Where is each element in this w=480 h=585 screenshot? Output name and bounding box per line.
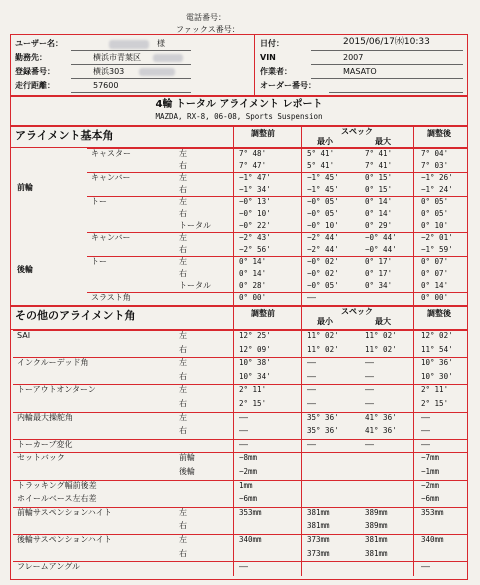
value-before: −1° 34' <box>239 185 271 194</box>
row-side: 左 <box>179 149 187 158</box>
value-after: 340mm <box>421 535 444 544</box>
value-min: −0° 10' <box>307 221 339 230</box>
user-underline <box>71 50 191 51</box>
row-side: 右 <box>179 521 187 531</box>
worker-underline <box>311 78 463 79</box>
value-min: −2° 44' <box>307 233 339 242</box>
value-max: 0° 14' <box>365 197 393 206</box>
value-after: —— <box>421 562 431 572</box>
value-after: 353mm <box>421 507 444 517</box>
value-after: 2° 15' <box>421 399 449 408</box>
value-min: —— <box>307 399 317 408</box>
section2-title: その他のアライメント角 <box>15 309 136 322</box>
s1-col-after: 調整後 <box>427 129 451 138</box>
row-side: 前輪 <box>179 453 195 463</box>
s1-col-min: 最小 <box>317 137 333 146</box>
s2-col-after: 調整後 <box>427 309 451 318</box>
value-max: 41° 36' <box>365 412 397 422</box>
basic-alignment-table <box>10 126 468 306</box>
work-label: 勤務先： <box>15 53 47 62</box>
value-min: −0° 05' <box>307 209 339 218</box>
row-side: 右 <box>179 161 187 170</box>
value-min: 35° 36' <box>307 412 339 422</box>
row-side: 左 <box>179 358 187 368</box>
row-category: 前輪サスペンションハイト <box>17 507 112 517</box>
value-max: −0° 44' <box>365 245 397 254</box>
value-max: 7° 41' <box>365 161 393 170</box>
redacted-name <box>109 40 149 49</box>
value-min: —— <box>307 385 317 395</box>
row-side: トータル <box>179 221 211 230</box>
value-min: —— <box>307 293 317 302</box>
value-before: −0° 13' <box>239 197 271 206</box>
column-divider <box>301 127 302 305</box>
value-max: −0° 44' <box>365 233 397 242</box>
value-before: —— <box>239 412 249 422</box>
s2-col-min: 最小 <box>317 317 333 326</box>
value-before: 10° 38' <box>239 358 271 368</box>
vin-underline <box>311 64 463 65</box>
row-side: 右 <box>179 548 187 558</box>
value-after: 0° 14' <box>421 281 449 290</box>
value-min: 5° 41' <box>307 161 335 170</box>
order-underline <box>329 92 463 93</box>
value-max: —— <box>365 371 375 381</box>
value-max: —— <box>365 385 375 395</box>
value-after: 0° 00' <box>421 293 449 302</box>
row-side: 右 <box>179 399 187 408</box>
value-before: 0° 14' <box>239 269 267 278</box>
s2-col-spec: スペック <box>341 307 373 316</box>
value-before: 7° 47' <box>239 161 267 170</box>
value-max: 389mm <box>365 507 388 517</box>
value-after: 0° 07' <box>421 269 449 278</box>
value-before: 12° 25' <box>239 331 271 340</box>
report-title: 4輪 トータル アライメント レポート <box>155 99 323 110</box>
row-group-divider <box>87 196 468 197</box>
row-side: 左 <box>179 233 187 242</box>
reg-value: 横浜303 <box>93 67 125 76</box>
row-category: トー <box>91 197 107 206</box>
info-box <box>10 34 468 96</box>
value-after: −7mm <box>421 453 440 463</box>
value-max: —— <box>365 439 375 449</box>
value-min: 11° 02' <box>307 331 339 340</box>
value-min: −0° 02' <box>307 269 339 278</box>
row-category: トーカーブ変化 <box>17 439 73 449</box>
value-min: —— <box>307 439 317 449</box>
row-category: トラッキング幅前後差 <box>17 480 97 490</box>
value-max: 0° 15' <box>365 173 393 182</box>
value-before: 0° 28' <box>239 281 267 290</box>
row-category: キャンバー <box>91 233 131 242</box>
row-side: 左 <box>179 507 187 517</box>
value-min: 35° 36' <box>307 426 339 436</box>
row-group-divider <box>87 172 468 173</box>
value-before: 0° 00' <box>239 293 267 302</box>
fax-label: ファックス番号： <box>176 25 240 34</box>
value-before: 2° 15' <box>239 399 267 408</box>
value-after: 0° 07' <box>421 257 449 266</box>
value-max: 0° 17' <box>365 257 393 266</box>
value-before: −0° 10' <box>239 209 271 218</box>
row-category: 後輪サスペンションハイト <box>17 535 112 544</box>
date-label: 日付： <box>260 39 284 48</box>
value-after: 0° 05' <box>421 209 449 218</box>
value-after: 11° 54' <box>421 344 453 354</box>
row-side: 左 <box>179 173 187 182</box>
value-after: −6mm <box>421 494 440 504</box>
reg-label: 登録番号： <box>15 67 55 76</box>
column-divider <box>413 307 414 576</box>
value-before: −2mm <box>239 467 258 476</box>
worker-label: 作業者： <box>260 67 292 76</box>
row-side: 左 <box>179 535 187 544</box>
work-value: 横浜市青葉区 <box>93 53 141 62</box>
value-after: 7° 04' <box>421 149 449 158</box>
column-divider <box>301 307 302 576</box>
value-min: −1° 45' <box>307 185 339 194</box>
column-divider <box>413 127 414 305</box>
value-min: −0° 05' <box>307 197 339 206</box>
value-before: 0° 14' <box>239 257 267 266</box>
value-after: —— <box>421 412 431 422</box>
row-category: トー <box>91 257 107 266</box>
order-label: オーダー番号： <box>260 81 316 90</box>
value-before: −1° 47' <box>239 173 271 182</box>
row-group-divider <box>87 292 468 293</box>
value-before: 340mm <box>239 535 262 544</box>
value-max: 0° 14' <box>365 209 393 218</box>
mileage-underline <box>71 92 191 93</box>
value-before: −0° 22' <box>239 221 271 230</box>
value-after: −2mm <box>421 480 440 490</box>
value-before: —— <box>239 562 249 572</box>
vin-value: 2007 <box>343 53 364 62</box>
value-min: —— <box>307 371 317 381</box>
s1-col-max: 最大 <box>375 137 391 146</box>
row-side: 左 <box>179 197 187 206</box>
row-category: スラスト角 <box>91 293 131 302</box>
row-category: トーアウトオンターン <box>17 385 96 395</box>
value-min: −0° 02' <box>307 257 339 266</box>
value-max: 381mm <box>365 548 388 558</box>
value-before: 2° 11' <box>239 385 267 395</box>
value-before: −8mm <box>239 453 258 463</box>
value-before: −2° 43' <box>239 233 271 242</box>
value-max: 11° 02' <box>365 331 397 340</box>
value-after: —— <box>421 426 431 436</box>
mileage-value: 57600 <box>93 81 119 90</box>
vin-label: VIN <box>260 53 276 62</box>
value-min: −2° 44' <box>307 245 339 254</box>
value-min: 5° 41' <box>307 149 335 158</box>
value-min: −0° 05' <box>307 281 339 290</box>
value-max: 0° 29' <box>365 221 393 230</box>
row-category: SAI <box>17 331 31 340</box>
column-divider <box>233 127 234 305</box>
reg-underline <box>71 78 191 79</box>
row-category: キャンバー <box>91 173 131 182</box>
value-after: −1° 59' <box>421 245 453 254</box>
row-side: 左 <box>179 385 187 395</box>
tel-label: 電話番号： <box>186 13 226 22</box>
value-max: —— <box>365 399 375 408</box>
row-side: 左 <box>179 257 187 266</box>
value-after: −1mm <box>421 467 440 476</box>
other-alignment-table <box>10 306 468 580</box>
row-category: インクルーデッド角 <box>17 358 89 368</box>
s1-rear-label: 後輪 <box>17 265 33 274</box>
row-side: 右 <box>179 185 187 194</box>
value-after: —— <box>421 439 431 449</box>
row-group-divider <box>87 232 468 233</box>
work-underline <box>71 64 191 65</box>
row-side: 右 <box>179 426 187 436</box>
worker-value: MASATO <box>343 67 377 76</box>
s1-front-label: 前輪 <box>17 183 33 192</box>
value-min: 381mm <box>307 507 330 517</box>
value-max: 0° 17' <box>365 269 393 278</box>
value-max: 41° 36' <box>365 426 397 436</box>
value-min: 11° 02' <box>307 344 339 354</box>
value-before: —— <box>239 439 249 449</box>
value-after: 0° 10' <box>421 221 449 230</box>
row-side: 右 <box>179 245 187 254</box>
value-after: 2° 11' <box>421 385 449 395</box>
s2-col-max: 最大 <box>375 317 391 326</box>
row-side: 右 <box>179 209 187 218</box>
report-subtitle: MAZDA, RX-8, 06-08, Sports Suspension <box>155 112 323 121</box>
value-after: −1° 26' <box>421 173 453 182</box>
value-before: 12° 09' <box>239 344 271 354</box>
row-category: ホイールベース左右差 <box>17 494 97 504</box>
column-divider <box>233 307 234 576</box>
value-min: 373mm <box>307 548 330 558</box>
value-after: 10° 30' <box>421 371 453 381</box>
user-label: ユーザー名： <box>15 39 63 48</box>
value-max: —— <box>365 358 375 368</box>
redacted-address <box>153 54 183 62</box>
row-group-divider <box>87 256 468 257</box>
value-before: 7° 48' <box>239 149 267 158</box>
row-side: 右 <box>179 269 187 278</box>
row-side: 後輪 <box>179 467 195 476</box>
date-value: 2015/06/17㈬10:33 <box>343 37 430 47</box>
value-max: 0° 34' <box>365 281 393 290</box>
s1-col-spec: スペック <box>341 127 373 136</box>
value-max: 0° 15' <box>365 185 393 194</box>
row-group-divider <box>87 148 468 149</box>
section1-title: アライメント基本角 <box>15 129 114 142</box>
value-after: 10° 36' <box>421 358 453 368</box>
row-side: 右 <box>179 344 187 354</box>
row-side: 右 <box>179 371 187 381</box>
user-suffix: 様 <box>157 39 165 48</box>
redacted-plate <box>139 68 175 76</box>
date-underline <box>311 50 463 51</box>
row-side: トータル <box>179 281 211 290</box>
value-after: −2° 01' <box>421 233 453 242</box>
info-divider <box>254 35 255 96</box>
s2-col-before: 調整前 <box>251 309 275 318</box>
row-category: セットバック <box>17 453 65 463</box>
row-side: 左 <box>179 331 187 340</box>
value-max: 7° 41' <box>365 149 393 158</box>
mileage-label: 走行距離： <box>15 81 55 90</box>
value-after: 0° 05' <box>421 197 449 206</box>
value-before: 10° 34' <box>239 371 271 381</box>
value-min: 373mm <box>307 535 330 544</box>
row-category: 内輪最大操舵角 <box>17 412 73 422</box>
value-min: −1° 45' <box>307 173 339 182</box>
value-after: −1° 24' <box>421 185 453 194</box>
value-max: 389mm <box>365 521 388 531</box>
row-side: 左 <box>179 412 187 422</box>
value-before: −6mm <box>239 494 258 504</box>
value-max: 381mm <box>365 535 388 544</box>
report-title-box <box>10 96 468 126</box>
value-before: —— <box>239 426 249 436</box>
value-before: 1mm <box>239 480 253 490</box>
value-after: 7° 03' <box>421 161 449 170</box>
row-category: キャスター <box>91 149 131 158</box>
value-max: 11° 02' <box>365 344 397 354</box>
value-before: 353mm <box>239 507 262 517</box>
value-after: 12° 02' <box>421 331 453 340</box>
value-min: 381mm <box>307 521 330 531</box>
row-category: フレームアングル <box>17 562 80 572</box>
s1-col-before: 調整前 <box>251 129 275 138</box>
value-before: −2° 56' <box>239 245 271 254</box>
value-min: —— <box>307 358 317 368</box>
